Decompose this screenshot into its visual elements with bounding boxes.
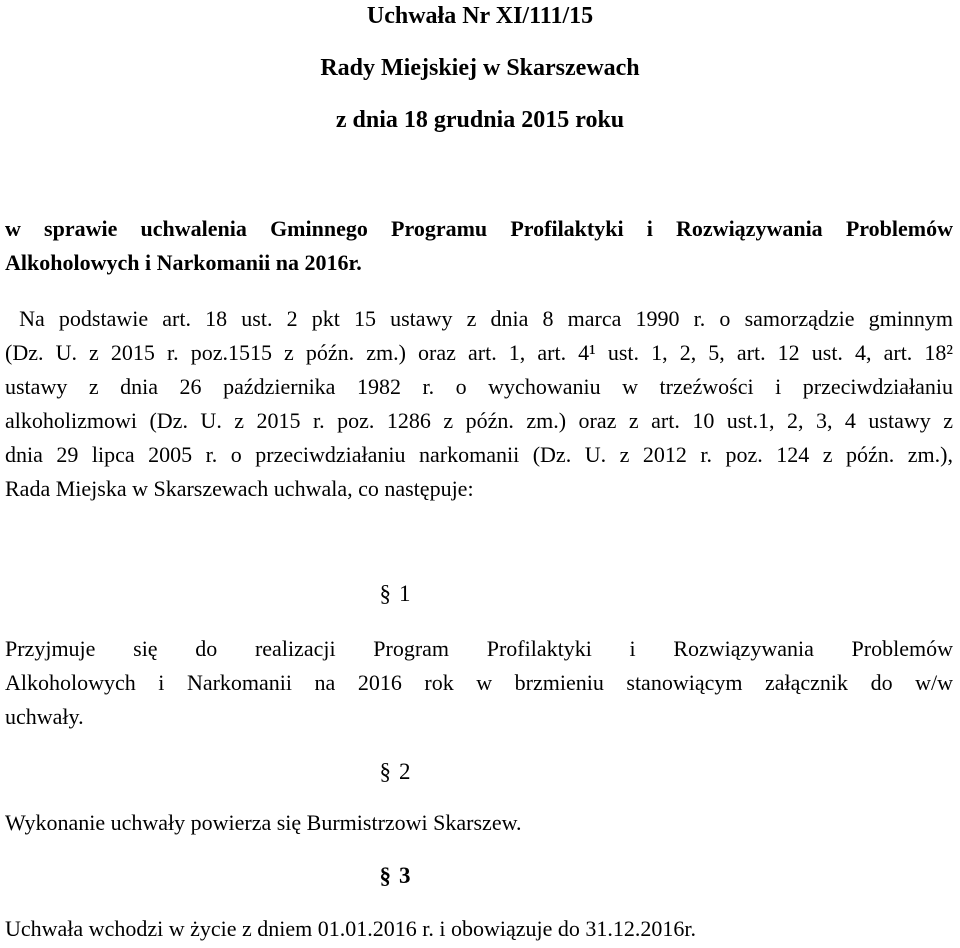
section-1-text — [5, 632, 953, 734]
section-number: 2 — [399, 759, 411, 784]
section-2-heading — [0, 758, 790, 786]
section-3-text: Uchwała wchodzi w życie z dniem 01.01.2016 r. i obowiązuje do 31.12.2016r. — [5, 916, 697, 941]
legal-basis-line-4: alkoholizmowi (Dz. U. z 2015 r. poz. 1286 z późn. zm.) oraz z art. 10 ust.1, 2, 3, 4 ustawy z — [5, 408, 953, 433]
section-2-text: Wykonanie uchwały powierza się Burmistrzowi Skarszew. — [5, 810, 522, 835]
legal-basis-line-2: (Dz. U. z 2015 r. poz.1515 z późn. zm.) oraz art. 1, art. 4¹ ust. 1, 2, 5, art. 12 ust. 4, art. 18² — [5, 340, 953, 365]
section-1-heading — [0, 580, 790, 608]
legal-basis-paragraph — [5, 302, 953, 506]
resolution-subject — [5, 212, 953, 280]
section-symbol: § — [379, 581, 391, 606]
legal-basis-line-6: Rada Miejska w Skarszewach uchwala, co następuje: — [5, 476, 474, 501]
legal-basis-line-5: dnia 29 lipca 2005 r. o przeciwdziałaniu narkomanii (Dz. U. z 2012 r. poz. 124 z późn. zm.), — [5, 442, 953, 467]
section-3-heading — [0, 862, 790, 890]
resolution-date: z dnia 18 grudnia 2015 roku — [335, 107, 625, 133]
section-number: 3 — [399, 863, 411, 888]
council-name: Rady Miejskiej w Skarszewach — [320, 55, 640, 81]
section-1-line-2: Alkoholowych i Narkomanii na 2016 rok w brzmieniu stanowiącym załącznik do w/w — [5, 670, 953, 695]
resolution-number: Uchwała Nr XI/111/15 — [366, 3, 594, 29]
section-1-line-3: uchwały. — [5, 704, 84, 729]
subject-line-1: w sprawie uchwalenia Gminnego Programu Profilaktyki i Rozwiązywania Problemów — [5, 216, 953, 241]
section-number: 1 — [399, 581, 411, 606]
section-symbol: § — [379, 863, 391, 888]
legal-basis-line-1: Na podstawie art. 18 ust. 2 pkt 15 ustawy z dnia 8 marca 1990 r. o samorządzie gminnym — [5, 306, 953, 331]
subject-line-2: Alkoholowych i Narkomanii na 2016r. — [5, 250, 362, 275]
legal-basis-line-3: ustawy z dnia 26 października 1982 r. o wychowaniu w trzeźwości i przeciwdziałaniu — [5, 374, 953, 399]
section-1-line-1: Przyjmuje się do realizacji Program Profilaktyki i Rozwiązywania Problemów — [5, 636, 953, 661]
section-symbol: § — [379, 759, 391, 784]
